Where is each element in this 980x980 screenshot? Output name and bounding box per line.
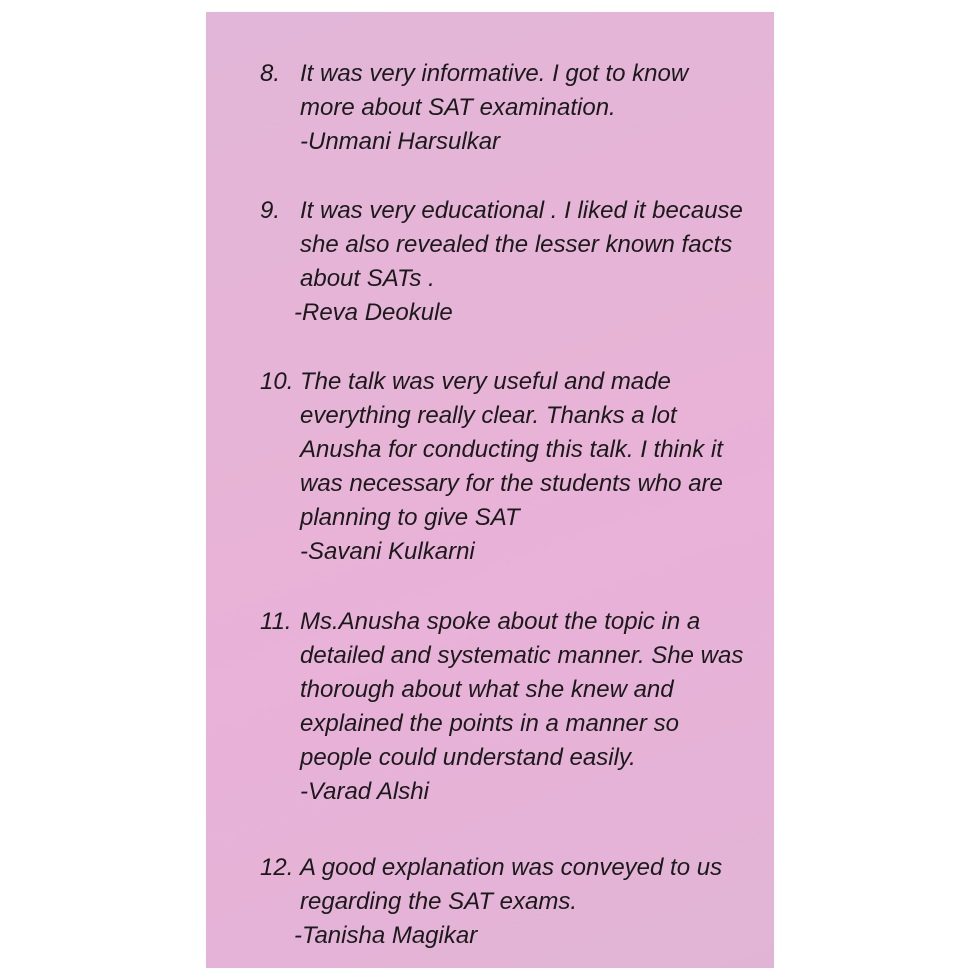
item-number: 12. [260, 854, 294, 881]
feedback-text-line: detailed and systematic manner. She was [300, 642, 744, 669]
feedback-text-line: she also revealed the lesser known facts [300, 231, 733, 258]
item-number: 8. [260, 60, 281, 87]
feedback-text-line: everything really clear. Thanks a lot [300, 402, 677, 429]
feedback-text-line: regarding the SAT exams. [300, 888, 578, 915]
item-number: 10. [260, 368, 294, 395]
feedback-author: -Unmani Harsulkar [300, 128, 501, 155]
feedback-author: -Varad Alshi [300, 778, 429, 805]
feedback-text-line: The talk was very useful and made [300, 368, 671, 395]
feedback-author: -Savani Kulkarni [300, 538, 475, 565]
feedback-text-line: explained the points in a manner so [300, 710, 679, 737]
feedback-text-line: planning to give SAT [300, 504, 520, 531]
feedback-text-line: It was very educational . I liked it because [300, 197, 743, 224]
feedback-text-line: Anusha for conducting this talk. I think it [300, 436, 723, 463]
feedback-text-line: people could understand easily. [300, 744, 636, 771]
feedback-author: -Reva Deokule [294, 299, 453, 326]
feedback-text-line: A good explanation was conveyed to us [300, 854, 723, 881]
feedback-text-line: thorough about what she knew and [300, 676, 674, 703]
feedback-text-line: was necessary for the students who are [300, 470, 723, 497]
item-number: 9. [260, 197, 281, 224]
feedback-text-line: Ms.Anusha spoke about the topic in a [300, 608, 701, 635]
feedback-text-line: about SATs . [300, 265, 435, 292]
feedback-text-line: It was very informative. I got to know [300, 60, 689, 87]
feedback-author: -Tanisha Magikar [294, 922, 478, 949]
item-number: 11. [260, 608, 292, 635]
feedback-card [206, 12, 774, 968]
feedback-text-line: more about SAT examination. [300, 94, 616, 121]
